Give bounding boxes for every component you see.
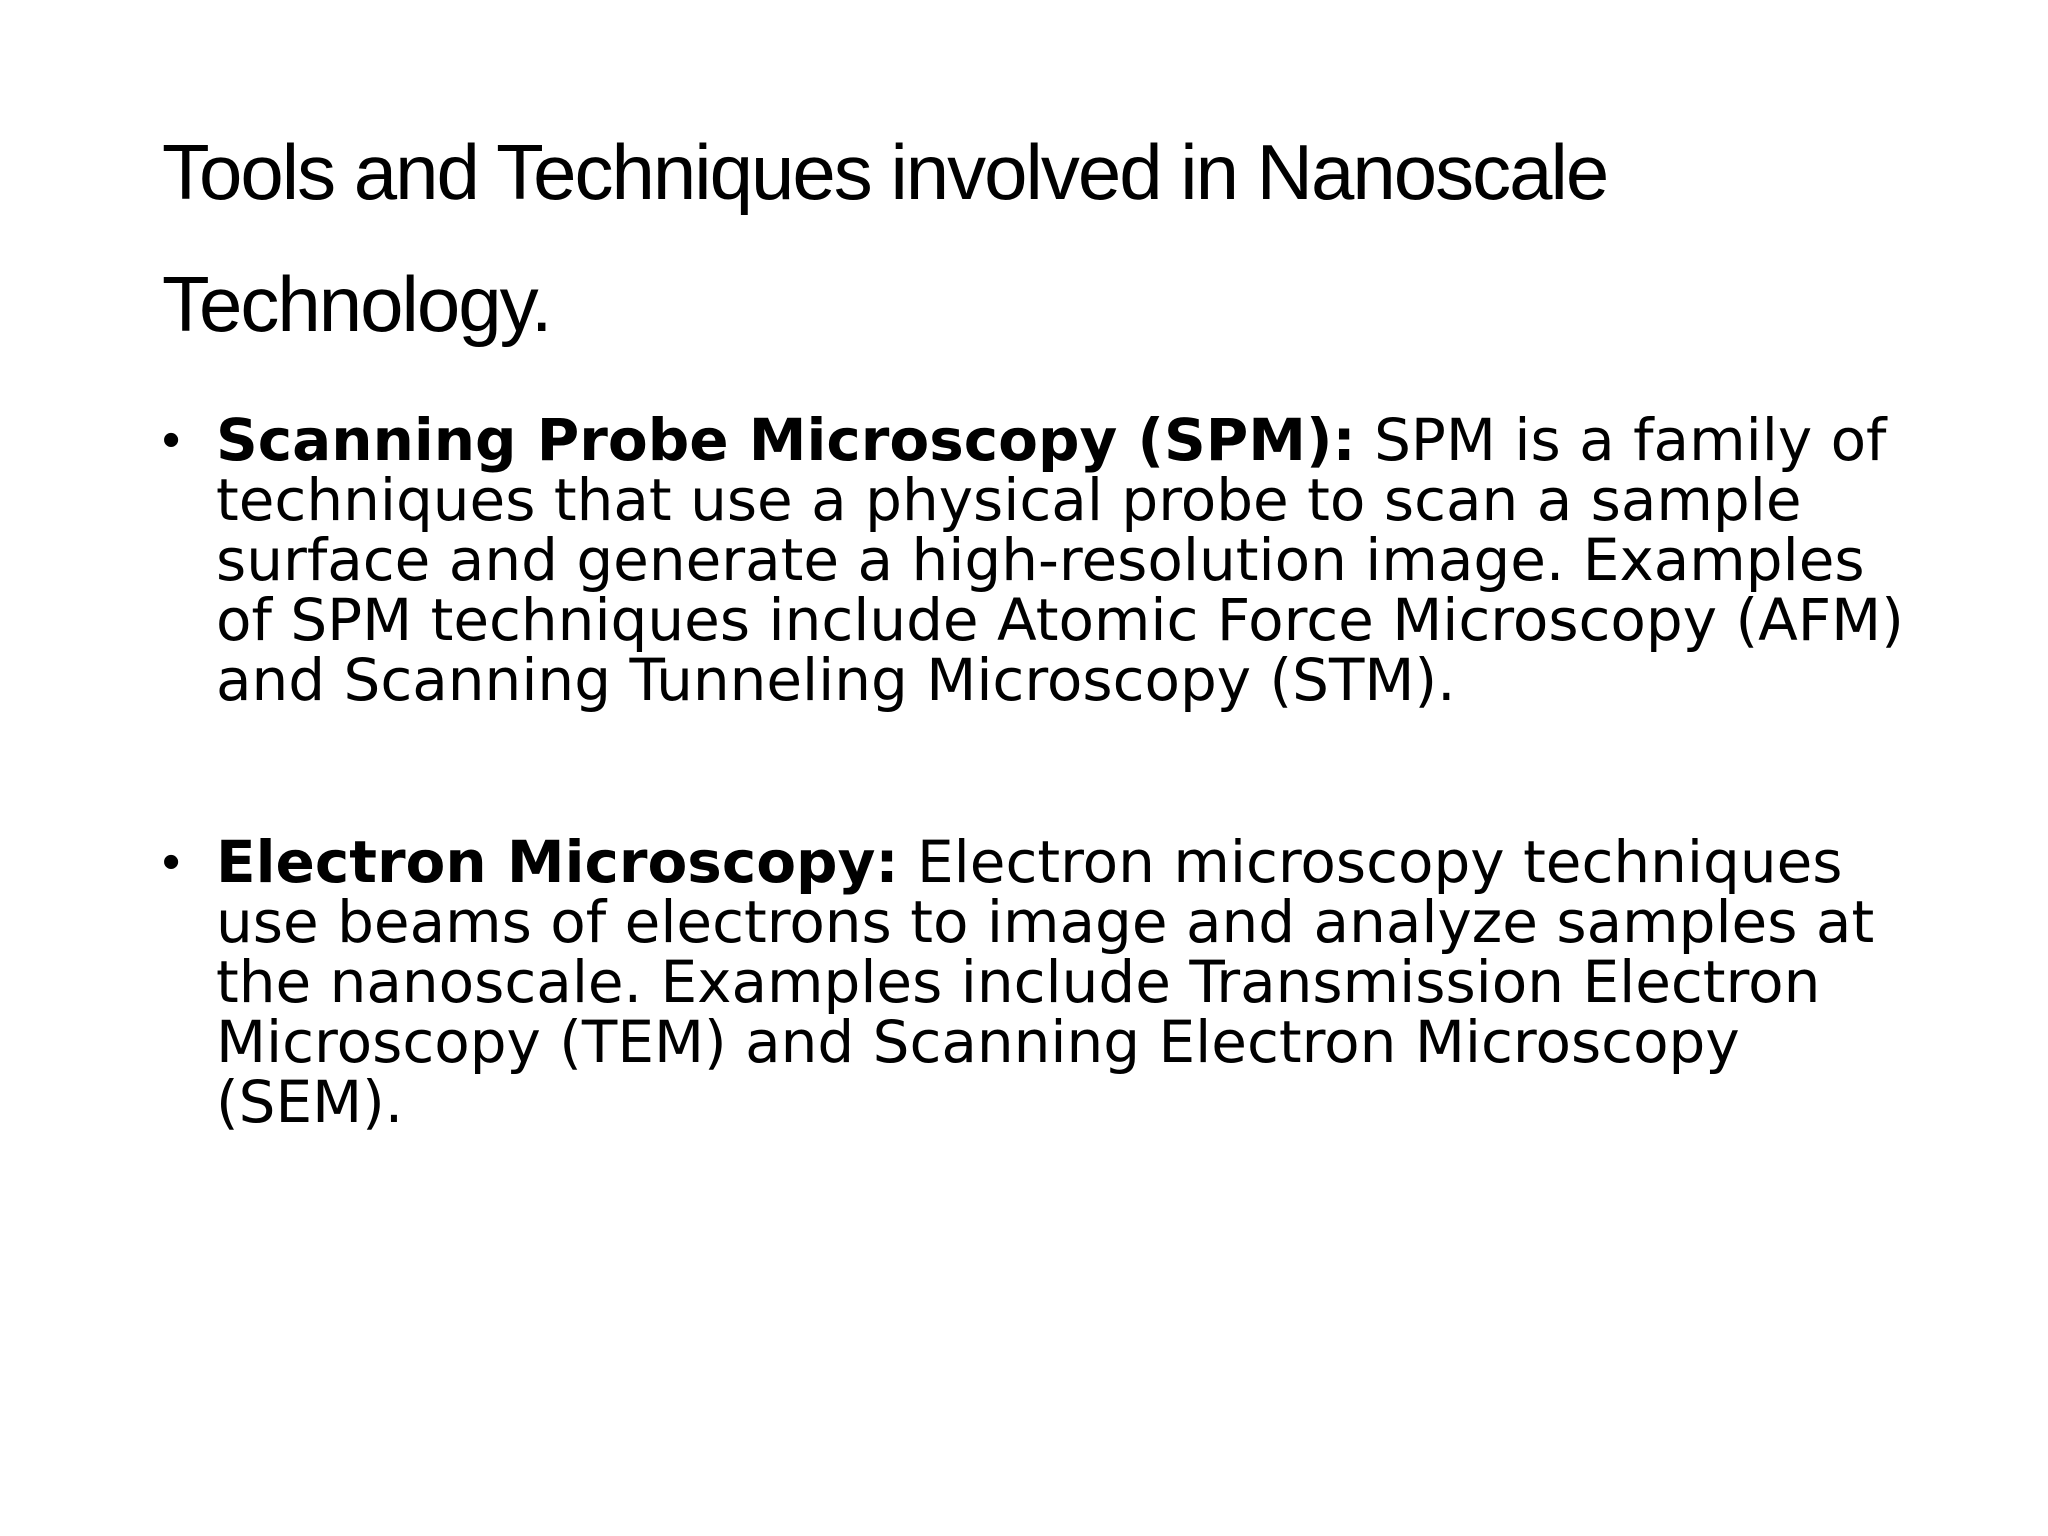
bullet-list [162,406,1922,1136]
bullet-term-electron-microscopy: Electron Microscopy: [216,828,899,896]
bullet-text-spm: SPM is a family of techniques that use a physical probe to scan a sample surface and generate a high-resolution image. Examples of SPM techniques include Atomic Force Microscopy (AFM) and Scanning Tunneling Microscopy (STM). [216,406,1904,714]
bullet-item-spm [162,406,1922,714]
bullet-term-spm: Scanning Probe Microscopy (SPM): [216,406,1356,474]
bullet-point-icon: • [162,411,181,469]
bullet-point-icon: • [162,833,181,891]
slide-title: Tools and Techniques involved in Nanoscale Technology. [162,128,1608,348]
bullet-item-electron-microscopy [162,828,1922,1136]
bullet-text-electron-microscopy: Electron microscopy techniques use beams of electrons to image and analyze samples at the nanoscale. Examples include Transmission Electron Microscopy (TEM) and Scanning Electron Microscopy (SEM). [216,828,1875,1136]
